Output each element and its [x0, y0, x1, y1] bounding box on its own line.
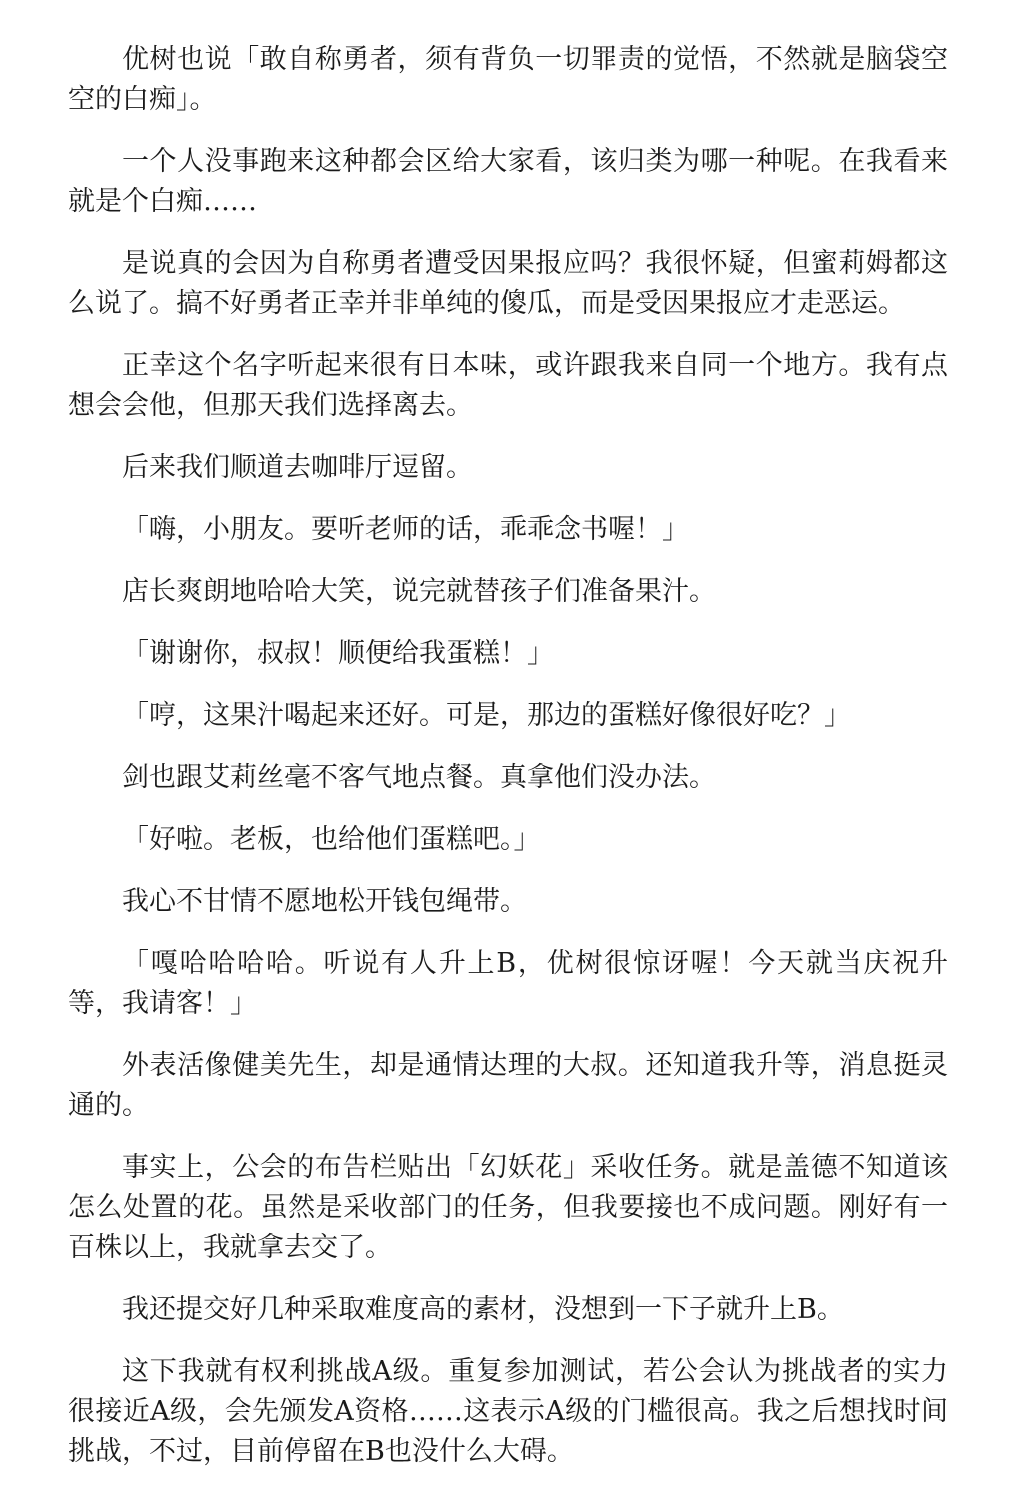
paragraph: 我还提交好几种采取难度高的素材，没想到一下子就升上B。	[122, 1294, 844, 1325]
paragraph: 事实上，公会的布告栏贴出「幻妖花」采收任务。就是盖德不知道该怎么处置的花。虽然是采收部门的任务，但我要接也不成问题。刚好有一百株以上，我就拿去交了。	[68, 1152, 948, 1263]
paragraph: 优树也说「敢自称勇者，须有背负一切罪责的觉悟，不然就是脑袋空空的白痴」。	[68, 44, 948, 115]
paragraph: 正幸这个名字听起来很有日本味，或许跟我来自同一个地方。我有点想会会他，但那天我们选择离去。	[68, 350, 948, 421]
dialogue-line: 「好啦。老板，也给他们蛋糕吧。」	[122, 824, 541, 855]
paragraph: 外表活像健美先生，却是通情达理的大叔。还知道我升等，消息挺灵通的。	[68, 1050, 948, 1121]
paragraph: 这下我就有权利挑战A级。重复参加测试，若公会认为挑战者的实力很接近A级，会先颁发A资格……这表示A级的门槛很高。我之后想找时间挑战，不过，目前停留在B也没什么大碍。	[68, 1356, 948, 1467]
dialogue-line: 「嗨，小朋友。要听老师的话，乖乖念书喔！」	[122, 514, 689, 545]
paragraph: 店长爽朗地哈哈大笑，说完就替孩子们准备果汁。	[122, 576, 716, 607]
dialogue-line: 「谢谢你，叔叔！顺便给我蛋糕！」	[122, 638, 554, 669]
text-body	[68, 40, 948, 1494]
paragraph: 我心不甘情不愿地松开钱包绳带。	[122, 886, 527, 917]
paragraph: 是说真的会因为自称勇者遭受因果报应吗？我很怀疑，但蜜莉姆都这么说了。搞不好勇者正幸并非单纯的傻瓜，而是受因果报应才走恶运。	[68, 248, 948, 319]
dialogue-line: 「嘎哈哈哈哈。听说有人升上B，优树很惊讶喔！今天就当庆祝升等，我请客！」	[68, 948, 948, 1019]
paragraph: 剑也跟艾莉丝毫不客气地点餐。真拿他们没办法。	[122, 762, 716, 793]
dialogue-line: 「哼，这果汁喝起来还好。可是，那边的蛋糕好像很好吃？」	[122, 700, 851, 731]
paragraph: 后来我们顺道去咖啡厅逗留。	[122, 452, 473, 483]
paragraph: 一个人没事跑来这种都会区给大家看，该归类为哪一种呢。在我看来就是个白痴……	[68, 146, 948, 217]
